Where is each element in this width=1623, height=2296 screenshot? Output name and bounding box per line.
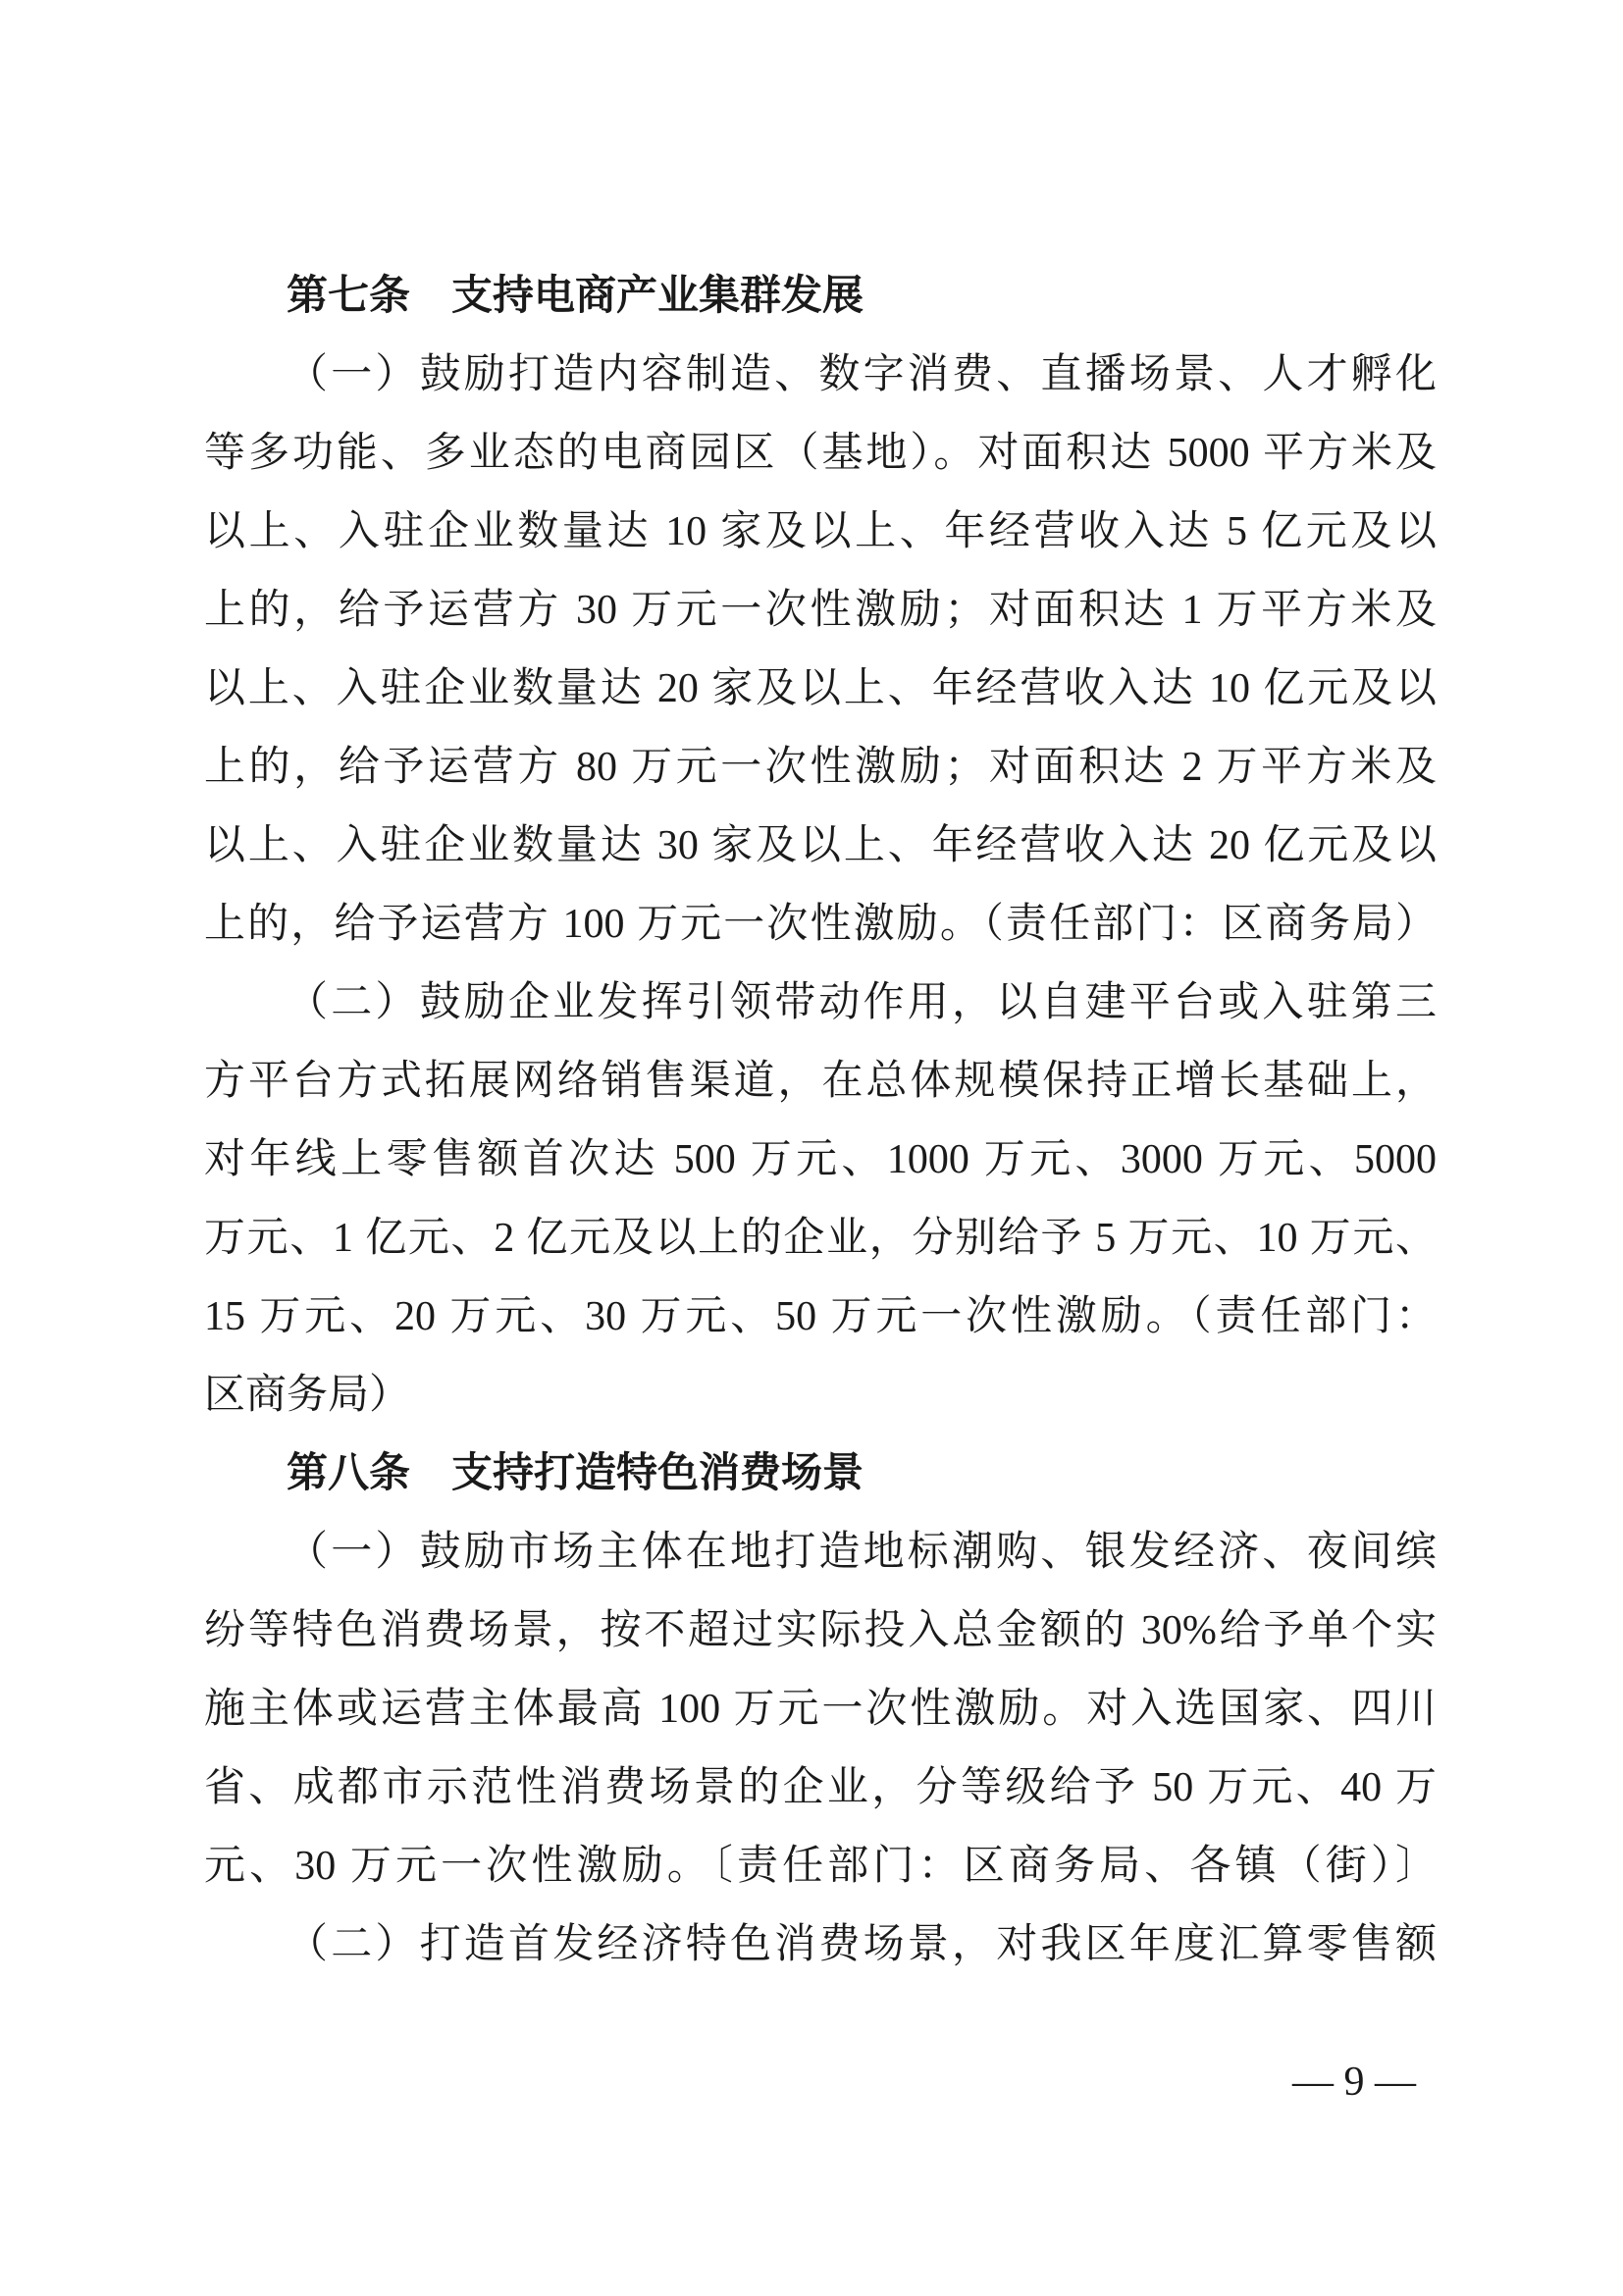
text-line: （一）鼓励打造内容制造、数字消费、直播场景、人才孵化	[287, 352, 1437, 397]
text-line: 上的，给予运营方 80 万元一次性激励；对面积达 2 万平方米及	[204, 745, 1437, 790]
text-line: 纷等特色消费场景，按不超过实际投入总金额的 30%给予单个实	[204, 1608, 1437, 1653]
page-number: — 9 —	[1292, 2060, 1416, 2105]
text-line: 元、30 万元一次性激励。〔责任部门：区商务局、各镇（街）〕	[204, 1844, 1437, 1889]
page-footer	[1292, 2061, 1416, 2104]
article-heading: 第七条 支持电商产业集群发展	[287, 274, 864, 319]
article-heading: 第八条 支持打造特色消费场景	[287, 1451, 864, 1496]
text-line: 以上、入驻企业数量达 20 家及以上、年经营收入达 10 亿元及以	[204, 666, 1437, 711]
text-line: （二）鼓励企业发挥引领带动作用，以自建平台或入驻第三	[287, 980, 1437, 1025]
text-line: 对年线上零售额首次达 500 万元、1000 万元、3000 万元、5000	[204, 1137, 1437, 1182]
text-line: 上的，给予运营方 30 万元一次性激励；对面积达 1 万平方米及	[204, 588, 1437, 633]
text-line: （二）打造首发经济特色消费场景，对我区年度汇算零售额	[287, 1922, 1437, 1967]
text-line: 省、成都市示范性消费场景的企业，分等级给予 50 万元、40 万	[204, 1765, 1437, 1810]
text-line: 万元、1 亿元、2 亿元及以上的企业，分别给予 5 万元、10 万元、	[204, 1216, 1437, 1261]
text-line: （一）鼓励市场主体在地打造地标潮购、银发经济、夜间缤	[287, 1530, 1437, 1575]
text-line: 以上、入驻企业数量达 10 家及以上、年经营收入达 5 亿元及以	[204, 509, 1437, 554]
text-line: 等多功能、多业态的电商园区（基地）。对面积达 5000 平方米及	[204, 431, 1437, 476]
text-line: 15 万元、20 万元、30 万元、50 万元一次性激励。（责任部门：	[204, 1294, 1437, 1339]
text-line: 施主体或运营主体最高 100 万元一次性激励。对入选国家、四川	[204, 1687, 1437, 1732]
text-line: 上的，给予运营方 100 万元一次性激励。（责任部门：区商务局）	[204, 902, 1437, 947]
text-line: 区商务局）	[204, 1373, 411, 1418]
text-line: 以上、入驻企业数量达 30 家及以上、年经营收入达 20 亿元及以	[204, 823, 1437, 868]
text-line: 方平台方式拓展网络销售渠道，在总体规模保持正增长基础上，	[204, 1059, 1437, 1104]
document-body	[204, 257, 1437, 1984]
